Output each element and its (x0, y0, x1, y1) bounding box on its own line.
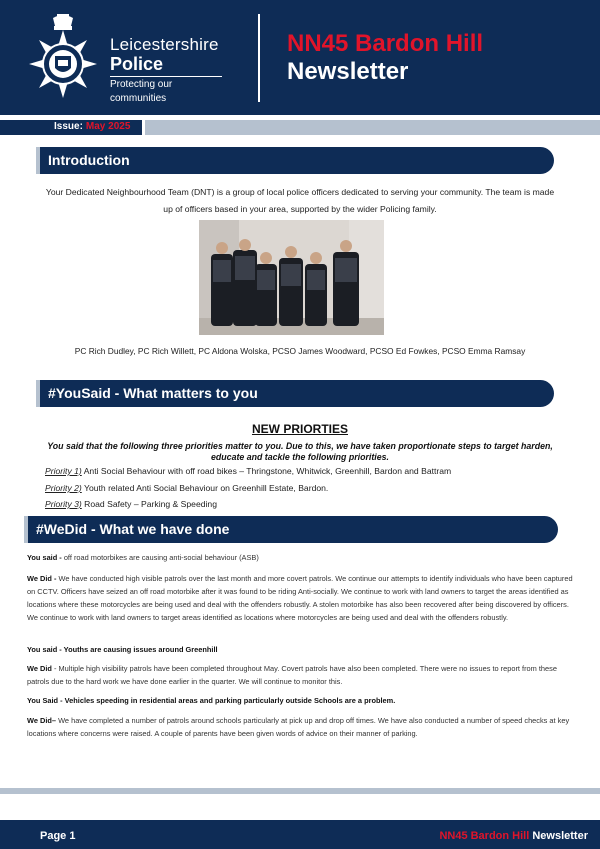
title-newsletter: Newsletter (287, 58, 409, 85)
priority-label: Priority 3) (45, 499, 82, 509)
footer-title-newsletter: Newsletter (529, 830, 588, 842)
page-number: Page 1 (40, 830, 76, 842)
wedid-text: - Multiple high visibility patrols have been completed throughout May. Covert patrols have also been completed. There were no issues to report from these patrols due to the hard work we have done earlier in the quarter. We will continue to monitor this. (27, 664, 557, 686)
wedid-text: We have completed a number of patrols around schools particularly at pick up and drop off times. We have also conducted a number of speed checks at key locations where concerns were raised. A couple of parents have been given words of advice on their manner of parking. (27, 716, 570, 738)
section-heading-wedid: #WeDid - What we have done (28, 516, 558, 543)
issue-bar-right (145, 120, 600, 135)
yousaid-statement (27, 551, 575, 564)
yousaid-text: Vehicles speeding in residential areas and parking particularly outside Schools are a problem. (62, 696, 396, 705)
header-divider (258, 14, 260, 102)
priority-text: Youth related Anti Social Behaviour on Greenhill Estate, Bardon. (81, 483, 329, 493)
brand-block (110, 36, 222, 106)
brand-name: Leicestershire (110, 35, 219, 54)
yousaid-text: Youths are causing issues around Greenhill (61, 645, 218, 654)
issue-label (54, 121, 130, 132)
police-crest-logo (26, 14, 100, 100)
yousaid-label: You said - (27, 645, 62, 654)
new-priorities-title: NEW PRIORTIES (251, 422, 348, 436)
photo-caption: PC Rich Dudley, PC Rich Willett, PC Aldona Wolska, PCSO James Woodward, PCSO Ed Fowkes, PCSO Emma Ramsay (74, 346, 526, 356)
priority-item (45, 499, 217, 509)
brand-org: Police (110, 54, 164, 74)
priority-text: Anti Social Behaviour with off road bikes – Thringstone, Whitwick, Greenhill, Bardon and Battram (81, 466, 452, 476)
wedid-label: We Did - (27, 574, 57, 583)
wedid-response (27, 572, 575, 624)
title-location: NN45 Bardon Hill (287, 30, 484, 57)
yousaid-text: off road motorbikes are causing anti-social behaviour (ASB) (61, 553, 259, 562)
footer-title (439, 830, 588, 842)
issue-label-text: Issue: (54, 121, 83, 132)
footer-rule (0, 788, 600, 794)
priority-item (45, 466, 451, 476)
wedid-response (27, 714, 575, 740)
yousaid-statement (27, 643, 575, 656)
section-heading-introduction: Introduction (40, 147, 554, 174)
page-footer (0, 820, 600, 849)
priority-item (45, 483, 328, 493)
brand-tagline: Protecting our communities (110, 76, 222, 106)
priority-label: Priority 1) (45, 466, 82, 476)
wedid-response (27, 662, 575, 688)
footer-title-location: NN45 Bardon Hill (439, 830, 530, 842)
page-header (0, 0, 600, 115)
yousaid-label: You Said - (27, 696, 63, 705)
yousaid-label: You said - (27, 553, 62, 562)
newsletter-title (287, 30, 483, 86)
issue-bar (0, 120, 600, 135)
priority-label: Priority 2) (45, 483, 82, 493)
intro-paragraph: Your Dedicated Neighbourhood Team (DNT) is a group of local police officers dedicated to serving your community. The team is made up of officers based in your area, supported by the wider Policing family. (45, 187, 555, 214)
wedid-label: We Did (27, 664, 52, 673)
wedid-text: We have conducted high visible patrols over the last month and more covert patrols. We continue our attempts to identify individuals who have been captured on CCTV. Officers have seized an off road motorbike after it was found to be riding Anti-socially. We continue to work with land owners to target the areas identified as locations where these motorcycles are being used and deal with the offenders robustly. A stolen motorbike has also been recovered after being discovered by officers. We continue to work with land owners to target areas identified as locations where motorcycles are being used and deal with the offenders robustly. (27, 574, 573, 622)
priority-text: Road Safety – Parking & Speeding (81, 499, 217, 509)
wedid-label: We Did– (27, 716, 57, 725)
team-photo (199, 220, 384, 335)
section-heading-yousaid: #YouSaid - What matters to you (40, 380, 554, 407)
yousaid-statement (27, 694, 575, 707)
priorities-intro: You said that the following three priorities matter to you. Due to this, we have taken proportionate steps to target harden, educate and tackle the following priorities. (47, 441, 553, 462)
issue-date: May 2025 (85, 121, 131, 132)
